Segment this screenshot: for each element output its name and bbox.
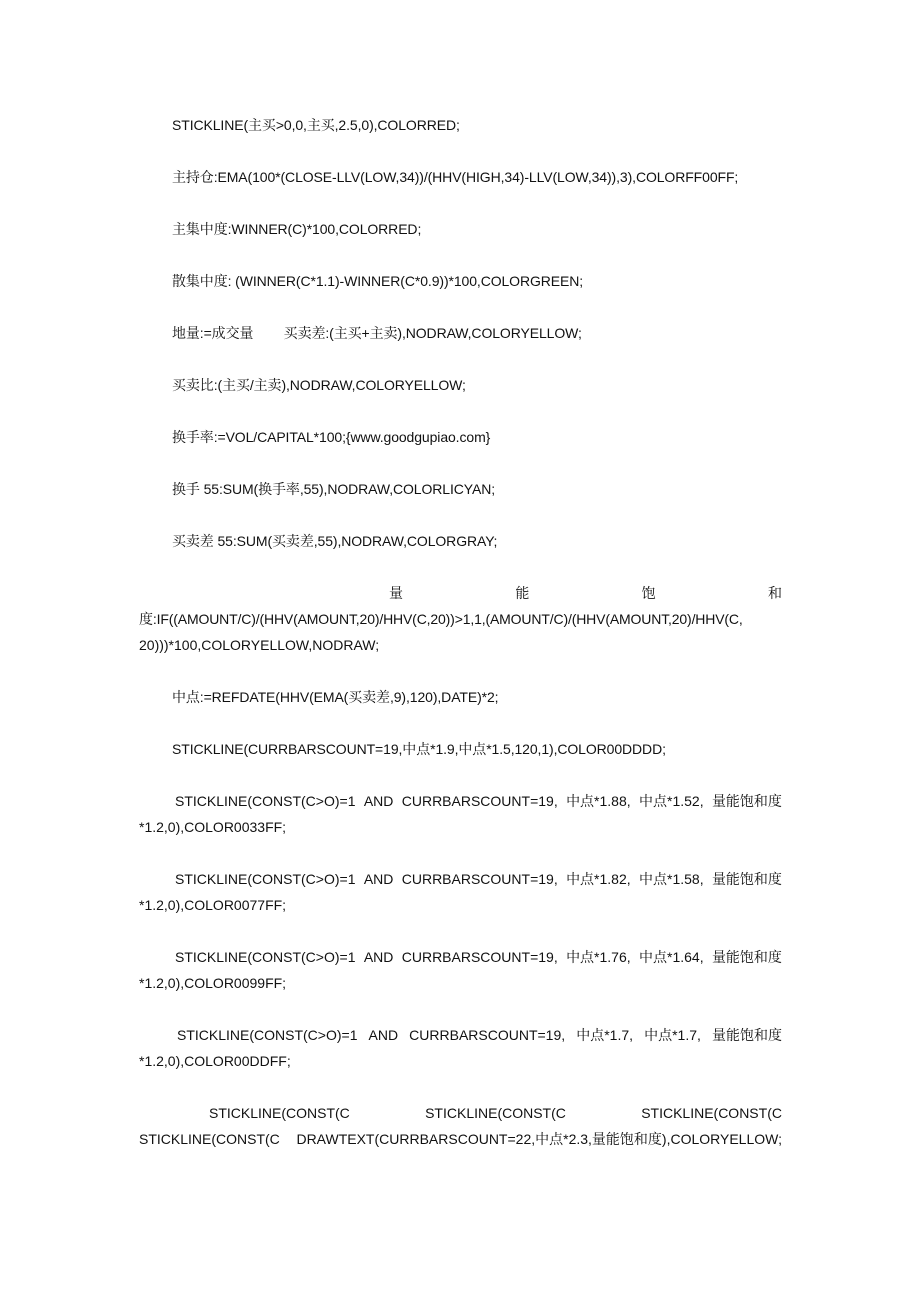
- code-row-justified: [139, 1100, 782, 1126]
- code-block-liangneng: [139, 580, 782, 658]
- code-token: STICKLINE(CONST(C>O)=1: [175, 793, 356, 809]
- code-token: CURRBARSCOUNT=19,: [401, 793, 558, 809]
- code-token: STICKLINE(CONST(C: [641, 1105, 782, 1121]
- code-row-tail: *1.2,0),COLOR00DDFF;: [139, 1053, 291, 1069]
- spread-word-row: [139, 580, 782, 606]
- code-row-tail: *1.2,0),COLOR0099FF;: [139, 975, 287, 991]
- code-token: 中点*1.76,: [566, 949, 631, 965]
- code-row-tail: *1.2,0),COLOR0077FF;: [139, 897, 287, 913]
- code-line-stickline-zhumai: STICKLINE(主买>0,0,主买,2.5,0),COLORRED;: [172, 117, 460, 133]
- code-token: AND: [363, 871, 394, 887]
- code-line-sanjizhongdu: 散集中度: (WINNER(C*1.1)-WINNER(C*0.9))*100,COLORGREEN;: [172, 273, 584, 289]
- spread-word: 能: [515, 585, 530, 601]
- code-token: CURRBARSCOUNT=19,: [401, 949, 558, 965]
- code-token: 量能饱和度: [711, 949, 782, 965]
- code-block-stickline-4: [139, 1022, 782, 1074]
- code-line-zhongdian: 中点:=REFDATE(HHV(EMA(买卖差,9),120),DATE)*2;: [172, 689, 499, 705]
- code-line-huanshou55: 换手 55:SUM(换手率,55),NODRAW,COLORLICYAN;: [172, 481, 496, 497]
- code-token: DRAWTEXT(CURRBARSCOUNT=22,中点*2.3,量能饱和度),COLORYELLOW;: [296, 1131, 782, 1147]
- code-token: STICKLINE(CONST(C: [425, 1105, 566, 1121]
- code-line-zhujizhongdu: 主集中度:WINNER(C)*100,COLORRED;: [172, 221, 422, 237]
- code-block-final: [139, 1100, 782, 1152]
- code-token: STICKLINE(CONST(C: [209, 1105, 350, 1121]
- code-line-stickline-base: STICKLINE(CURRBARSCOUNT=19,中点*1.9,中点*1.5,120,1),COLOR00DDDD;: [172, 741, 666, 757]
- spread-word: 饱: [641, 585, 656, 601]
- code-token: CURRBARSCOUNT=19,: [401, 871, 558, 887]
- code-token: 中点*1.64,: [639, 949, 704, 965]
- code-line-diliang: 地量:=成交量 买卖差:(主买+主卖),NODRAW,COLORYELLOW;: [172, 325, 582, 341]
- code-block-stickline-3: [139, 944, 782, 996]
- code-token: 量能饱和度: [711, 793, 782, 809]
- code-token: 中点*1.52,: [639, 793, 704, 809]
- code-token: 中点*1.58,: [639, 871, 704, 887]
- code-line-zhuchicang: 主持仓:EMA(100*(CLOSE-LLV(LOW,34))/(HHV(HIGH,34)-LLV(LOW,34)),3),COLORFF00FF;: [172, 169, 739, 185]
- code-line-huanshoulv: 换手率:=VOL/CAPITAL*100;{www.goodgupiao.com}: [172, 429, 491, 445]
- spread-word: 量: [389, 585, 403, 601]
- code-row-tail: *1.2,0),COLOR0033FF;: [139, 819, 287, 835]
- code-row-justified: [139, 944, 782, 970]
- code-token: STICKLINE(CONST(C>O)=1: [175, 871, 356, 887]
- code-token: STICKLINE(CONST(C>O)=1: [175, 949, 356, 965]
- code-line-liangneng-2: 度:IF((AMOUNT/C)/(HHV(AMOUNT,20)/HHV(C,20))>1,1,(AMOUNT/C)/(HHV(AMOUNT,20)/HHV(C,: [139, 611, 743, 627]
- code-token: AND: [368, 1027, 399, 1043]
- code-token: 中点*1.88,: [566, 793, 631, 809]
- code-token: 中点*1.7,: [644, 1027, 701, 1043]
- code-token: AND: [363, 949, 394, 965]
- code-token: STICKLINE(CONST(C>O)=1: [177, 1027, 358, 1043]
- code-line-maimaibi: 买卖比:(主买/主卖),NODRAW,COLORYELLOW;: [172, 377, 466, 393]
- code-token: STICKLINE(CONST(C: [139, 1131, 280, 1147]
- code-block-stickline-2: [139, 866, 782, 918]
- code-row-justified: [139, 866, 782, 892]
- code-token: AND: [363, 793, 394, 809]
- code-row-justified: [139, 788, 782, 814]
- code-token: 量能饱和度: [711, 871, 782, 887]
- spread-word: 和: [767, 585, 782, 601]
- code-token: 中点*1.7,: [576, 1027, 634, 1043]
- code-line-maimaicha55: 买卖差 55:SUM(买卖差,55),NODRAW,COLORGRAY;: [172, 533, 498, 549]
- code-block-stickline-1: [139, 788, 782, 840]
- code-token: 量能饱和度: [711, 1027, 782, 1043]
- code-line-liangneng-3: 20)))*100,COLORYELLOW,NODRAW;: [139, 637, 380, 653]
- code-token: CURRBARSCOUNT=19,: [409, 1027, 566, 1043]
- code-token: 中点*1.82,: [566, 871, 631, 887]
- code-row-justified: [139, 1022, 782, 1048]
- code-row-justified: [139, 1126, 782, 1152]
